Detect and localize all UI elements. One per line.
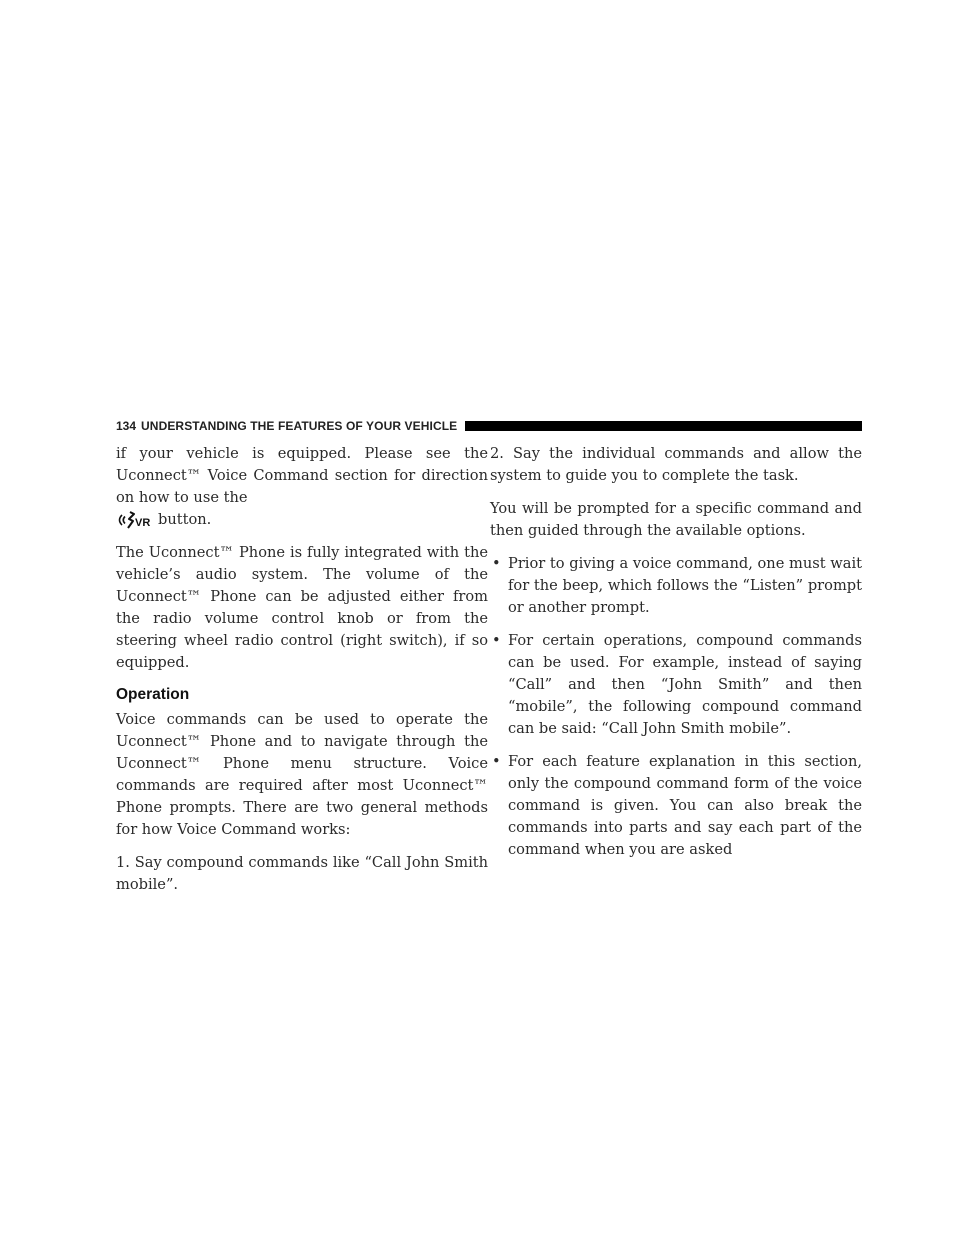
paragraph-method-2: 2. Say the individual commands and allow the system to guide you to complete the task. xyxy=(490,445,862,484)
page-header xyxy=(116,418,862,434)
paragraph-prompted: You will be prompted for a specific command and then guided through the available options. xyxy=(490,500,862,539)
list-item xyxy=(490,553,862,619)
list-item xyxy=(490,751,862,861)
paragraph-vr-intro xyxy=(116,443,488,531)
paragraph-operation: Voice commands can be used to operate the Uconnect™ Phone and to navigate through the Uconnect™ Phone menu structure. Voice commands are required after most Uconnect™ Phone prompts. There are two general methods for how Voice Command works: xyxy=(116,711,488,838)
bullet-symbol: • xyxy=(492,753,501,770)
vr-after-icon-text: button. xyxy=(158,511,212,528)
section-title: UNDERSTANDING THE FEATURES OF YOUR VEHICLE xyxy=(141,419,458,433)
voice-recognition-vr-icon xyxy=(116,511,154,529)
header-rule xyxy=(465,421,862,431)
paragraph-method-1: 1. Say compound commands like “Call John Smith mobile”. xyxy=(116,854,488,893)
bullet-symbol: • xyxy=(492,555,501,572)
vr-intro-text: if your vehicle is equipped. Please see the Uconnect™ Voice Command section for direction on how to use the xyxy=(116,445,488,506)
right-column xyxy=(490,443,862,872)
page-number: 134 xyxy=(116,419,137,433)
bullet-text: Prior to giving a voice command, one must wait for the beep, which follows the “Listen” prompt or another prompt. xyxy=(508,555,862,616)
list-item xyxy=(490,630,862,740)
paragraph-integration: The Uconnect™ Phone is fully integrated with the vehicle’s audio system. The volume of the Uconnect™ Phone can be adjusted either from the radio volume control knob or from the steering wheel radio control (right switch), if so equipped. xyxy=(116,544,488,671)
bullet-text: For each feature explanation in this section, only the compound command form of the voice command is given. You can also break the commands into parts and say each part of the command when you are asked xyxy=(508,753,862,858)
left-column xyxy=(116,443,488,907)
bullet-symbol: • xyxy=(492,632,501,649)
bullet-text: For certain operations, compound commands can be used. For example, instead of saying “Call” and then “John Smith” and then “mobile”, the following compound command can be said: “Call John Smith mobile”. xyxy=(508,632,862,737)
svg-text:VR: VR xyxy=(135,517,151,529)
heading-operation: Operation xyxy=(116,686,190,703)
